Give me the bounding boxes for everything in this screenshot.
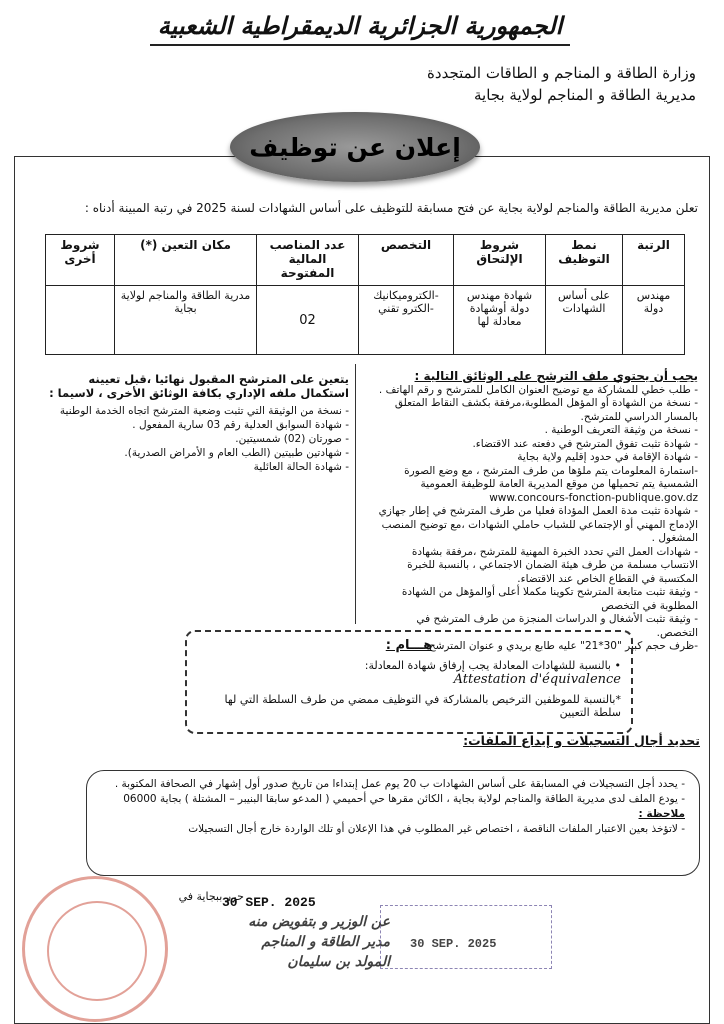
- signature-line: المولد بن سليمان: [287, 954, 390, 970]
- header-underline: [150, 44, 570, 46]
- official-seal-inner: [47, 901, 147, 1001]
- cell-conditions: شهادة مهندس دولة أوشهادة معادلة لها: [454, 286, 546, 355]
- important-box: [185, 630, 633, 734]
- directorate-name: مديرية الطاقة و المناجم لولاية بجاية: [474, 86, 696, 104]
- extra-heading-1: يتعين على المترشح المقبول نهائيا ،قبل تعيينه: [88, 372, 349, 386]
- cell-specialty: -الكتروميكانيك -الكترو تقني: [359, 286, 454, 355]
- republic-title: الجمهورية الجزائرية الديمقراطية الشعبية: [157, 12, 563, 40]
- th-positions: عدد المناصب المالية المفتوحة: [257, 235, 359, 286]
- required-documents: [378, 370, 698, 654]
- table-row: [46, 286, 685, 355]
- deadline-item: - يودع الملف لدى مديرية الطاقة والمناجم لولاية بجاية ، الكائن مقرها حي أحميمي ( المدعو سابقا البنيبر – المشتلة ) بجاية 06000: [123, 793, 685, 805]
- cell-positions: 02: [257, 286, 359, 355]
- deadline-item: - لاتؤخذ بعين الاعتبار الملفات الناقصة ، اختصاص غير المطلوب في هذا الإعلان أو تلك الواردة خارج أجال التسجيلات: [188, 823, 685, 835]
- th-location: مكان التعين (*): [115, 235, 257, 286]
- doc-item: - شهادات العمل التي تحدد الخبرة المهنية للمترشح ،مرفقة بشهادة الانتساب مسلمة من طرف هيئة الضمان الاجتماعي ، بالنسبة للخبرة المكتسبة في القطاع الخاص عند الاقتضاء.: [407, 545, 698, 585]
- cell-other-conditions: [46, 286, 115, 355]
- issued-in-label: حرر ببجاية في: [178, 890, 244, 903]
- additional-documents: [24, 372, 349, 474]
- signature-line: عن الوزير و بتفويض منه: [248, 914, 390, 930]
- th-specialty: التخصص: [359, 235, 454, 286]
- important-line-1: • بالنسبة للشهادات المعادلة يجب إرفاق شهادة المعادلة: Attestation d'équivalence: [364, 659, 621, 687]
- important-title: هـــام :: [385, 638, 433, 653]
- signature-line: مدير الطاقة و المناجم: [261, 934, 390, 950]
- extra-heading-2: استكمال ملفه الإداري بكافة الوثائق الأخرى ، لاسيما :: [49, 386, 349, 400]
- extra-item: - صورتان (02) شمسيتين.: [235, 433, 349, 445]
- equivalence-french: Attestation d'équivalence: [453, 672, 621, 687]
- announcement-title: إعلان عن توظيف: [230, 112, 480, 182]
- doc-item: - نسخة من الشهادة أو المؤهل المطلوبة،مرفقة بكشف النقاط المتعلق بالمسار الدراسي للمترشح.: [394, 397, 698, 423]
- th-other-conditions: شروط أخرى: [46, 235, 115, 286]
- cell-recruitment-mode: على أساس الشهادات: [546, 286, 623, 355]
- doc-item: - طلب خطي للمشاركة مع توضيح العنوان الكامل للمترشح و رقم الهاتف .: [378, 383, 698, 396]
- documents-title: يجب أن يحتوي ملف الترشح على الوثائق التالية :: [414, 369, 698, 383]
- ministry-block: [427, 62, 696, 106]
- deadline-item: - يحدد أجل التسجيلات في المسابقة على أساس الشهادات ب 20 يوم عمل إبتداءا من تاريخ صدور أول إشهار في الصحافة المكتوبة .: [114, 778, 685, 790]
- doc-item: - شهادة الإقامة في حدود إقليم ولاية بجاية: [517, 451, 698, 463]
- cell-rank: مهندس دولة: [623, 286, 685, 355]
- issue-date-stamp: 30 SEP. 2025: [222, 895, 316, 910]
- jobs-table: [45, 234, 685, 355]
- extra-item: - شهادتين طبيتين (الطب العام و الأمراض الصدرية).: [124, 447, 349, 459]
- th-rank: الرتبة: [623, 235, 685, 286]
- doc-item: -ظرف حجم كبير "30*21" عليه طابع بريدي و عنوان المترشح: [428, 640, 698, 652]
- intro-paragraph: تعلن مديرية الطاقة والمناجم لولاية بجاية عن فتح مسابقة للتوظيف على أساس الشهادات لسنة 2025 في رتبة المبينة أدناه :: [84, 201, 698, 215]
- deadline-title: تحديد أجال التسجيلات و إيداع الملفات:: [463, 733, 700, 748]
- ministry-name: وزارة الطاقة و المناجم و الطاقات المتجددة: [427, 64, 696, 82]
- reception-stamp-date: 30 SEP. 2025: [410, 937, 497, 951]
- official-seal: [22, 876, 168, 1022]
- extra-item: - نسخة من الوثيقة التي تثبت وضعية المترشح اتجاه الخدمة الوطنية: [59, 405, 349, 417]
- equivalence-text: بالنسبة للشهادات المعادلة يجب إرفاق شهادة المعادلة:: [364, 659, 611, 672]
- th-recruitment-mode: نمط التوظيف: [546, 235, 623, 286]
- cell-location: مدرية الطاقة والمناجم لولاية بجاية: [115, 286, 257, 355]
- extra-item: - شهادة الحالة العائلية: [253, 461, 349, 473]
- deadline-box: [86, 770, 700, 876]
- doc-item: - وثيقة تثبت متابعة المترشح تكوينا مكملا أعلى أوالمؤهل من الشهادة المطلوبة في التخصص: [401, 586, 698, 612]
- doc-item: - وثيقة تثبت الأشغال و الدراسات المنجزة من طرف المترشح في التخصص.: [416, 613, 698, 639]
- doc-item: - شهادة تثبت تفوق المترشح في دفعته عند الاقتضاء.: [472, 437, 698, 450]
- table-header-row: [46, 235, 685, 286]
- doc-item: - نسخة من وثيقة التعريف الوطنية .: [544, 424, 698, 436]
- doc-item: -استمارة المعلومات يتم ملؤها من طرف المترشح ، مع وضع الصورة الشمسية يتم تحميلها من موقع المديرية العامة للوظيفة العمومية www.concours-fonction-publique.gov.dz: [404, 464, 698, 504]
- doc-item: - شهادة تثبت مدة العمل المؤداة فعليا من طرف المترشح في إطار جهازي الإدماج المهني أو الإجتماعي للشباب حاملي الشهادات ،مع توضيح المنصب المشغول .: [378, 505, 698, 544]
- column-divider: [355, 364, 356, 624]
- important-line-2: *بالنسبة للموظفين الترخيص بالمشاركة في التوظيف ممضي من طرف السلطة التي لها سلطة التعيين: [224, 693, 621, 719]
- note-label: ملاحظة :: [638, 808, 685, 820]
- signature-block: [240, 912, 390, 972]
- extra-item: - شهادة السوابق العدلية رقم 03 سارية المفعول .: [132, 419, 349, 431]
- th-conditions: شروط الإلتحاق: [454, 235, 546, 286]
